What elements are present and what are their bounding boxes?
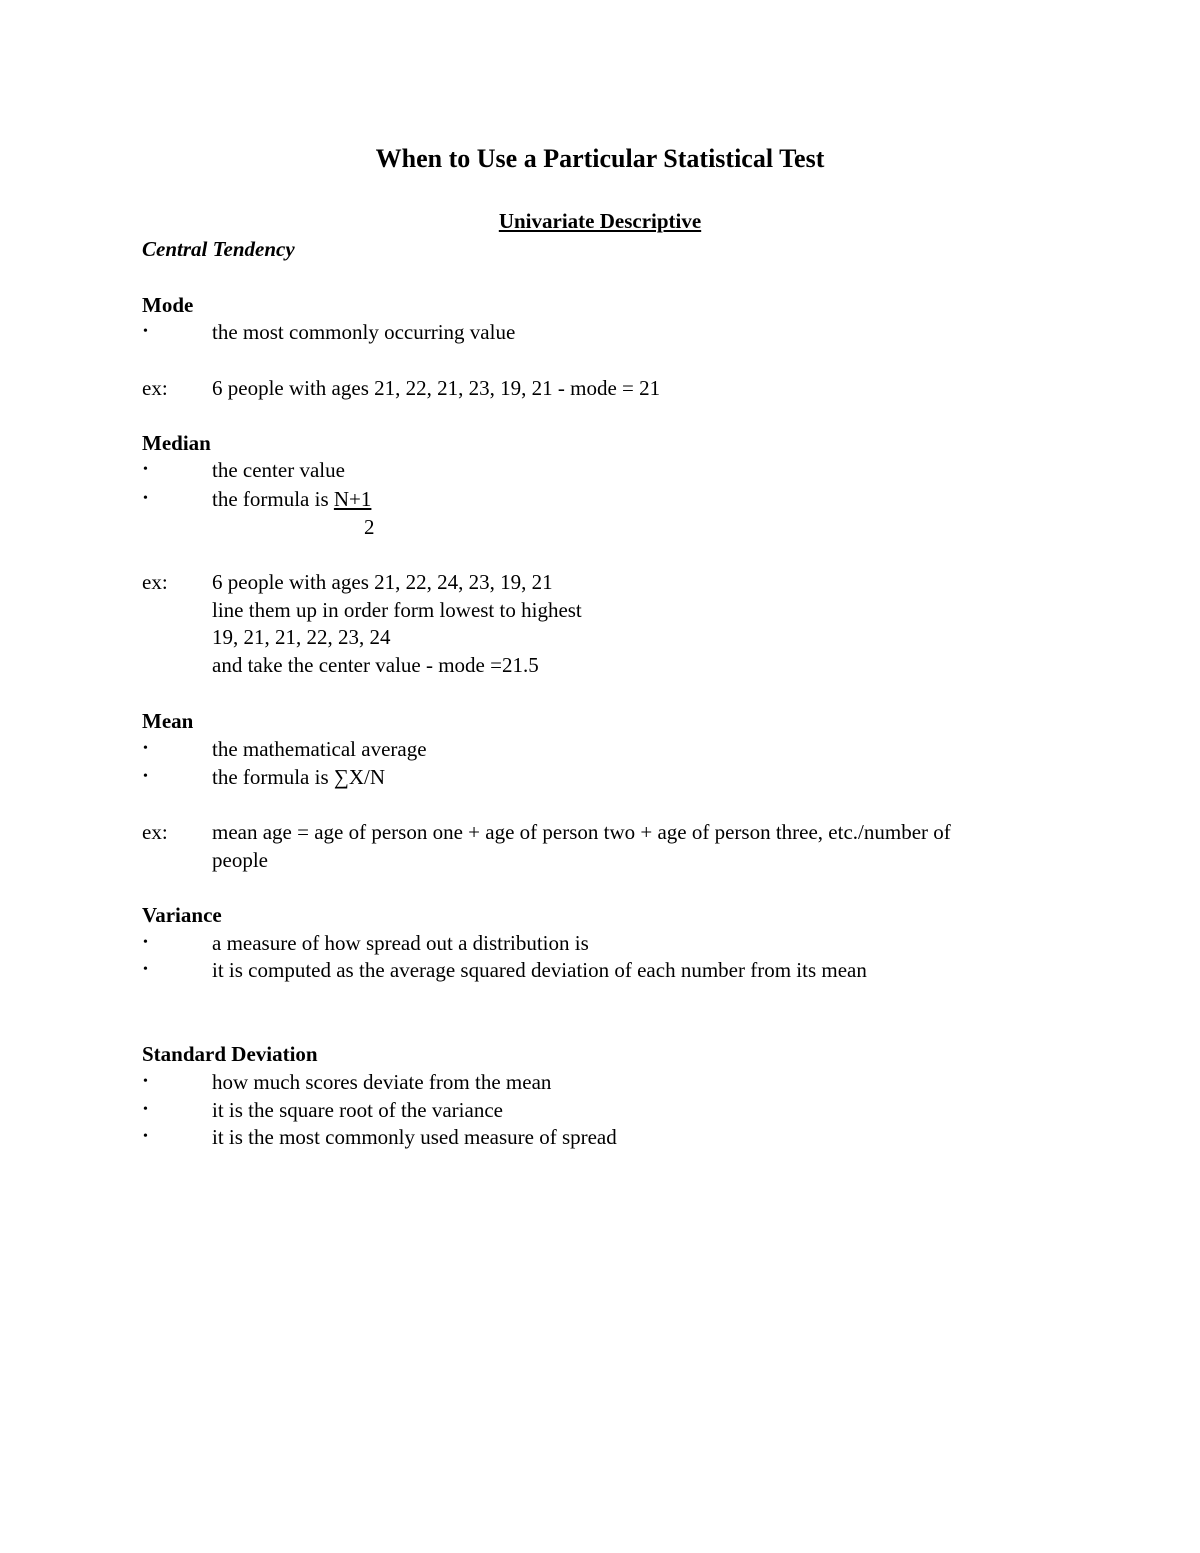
variance-bullet: it is computed as the average squared deviation of each number from its mean [212,958,867,982]
median-example-line: 6 people with ages 21, 22, 24, 23, 19, 21 [212,570,553,594]
subtitle: Univariate Descriptive [498,209,702,233]
mode-heading: Mode [142,293,194,317]
bullet-icon: • [143,324,148,339]
median-formula-label: the formula is [212,487,334,511]
mode-bullet: the most commonly occurring value [212,320,516,344]
mean-heading: Mean [142,709,194,733]
mode-example: 6 people with ages 21, 22, 21, 23, 19, 21 - mode = 21 [212,376,661,400]
median-example-line: 19, 21, 21, 22, 23, 24 [212,625,391,649]
ex-label: ex: [142,376,168,400]
std-bullet: it is the most commonly used measure of spread [212,1125,617,1149]
median-example-line: and take the center value - mode =21.5 [212,653,539,677]
std-bullet: it is the square root of the variance [212,1098,503,1122]
variance-bullet: a measure of how spread out a distribution is [212,931,589,955]
bullet-icon: • [143,462,148,477]
variance-heading: Variance [142,903,222,927]
ex-label: ex: [142,820,168,844]
formula-denominator: 2 [364,515,375,539]
formula-numerator: N+1 [333,487,372,511]
bullet-icon: • [143,769,148,784]
bullet-icon: • [143,962,148,977]
bullet-icon: • [143,741,148,756]
median-bullet: the center value [212,458,345,482]
bullet-icon: • [143,1129,148,1144]
bullet-icon: • [143,491,148,506]
page-title: When to Use a Particular Statistical Test [375,144,825,173]
mean-example-line: mean age = age of person one + age of person two + age of person three, etc./number of [212,820,951,844]
bullet-icon: • [143,1074,148,1089]
std-bullet: how much scores deviate from the mean [212,1070,552,1094]
mean-bullet: the mathematical average [212,737,427,761]
bullet-icon: • [143,935,148,950]
mean-bullet: the formula is ∑X/N [212,765,386,789]
mean-example-line: people [212,848,268,872]
median-formula-line [212,485,371,513]
std-heading: Standard Deviation [142,1042,318,1066]
median-example-line: line them up in order form lowest to highest [212,598,582,622]
median-heading: Median [142,431,211,455]
ex-label: ex: [142,570,168,594]
section-heading: Central Tendency [142,237,295,261]
bullet-icon: • [143,1102,148,1117]
